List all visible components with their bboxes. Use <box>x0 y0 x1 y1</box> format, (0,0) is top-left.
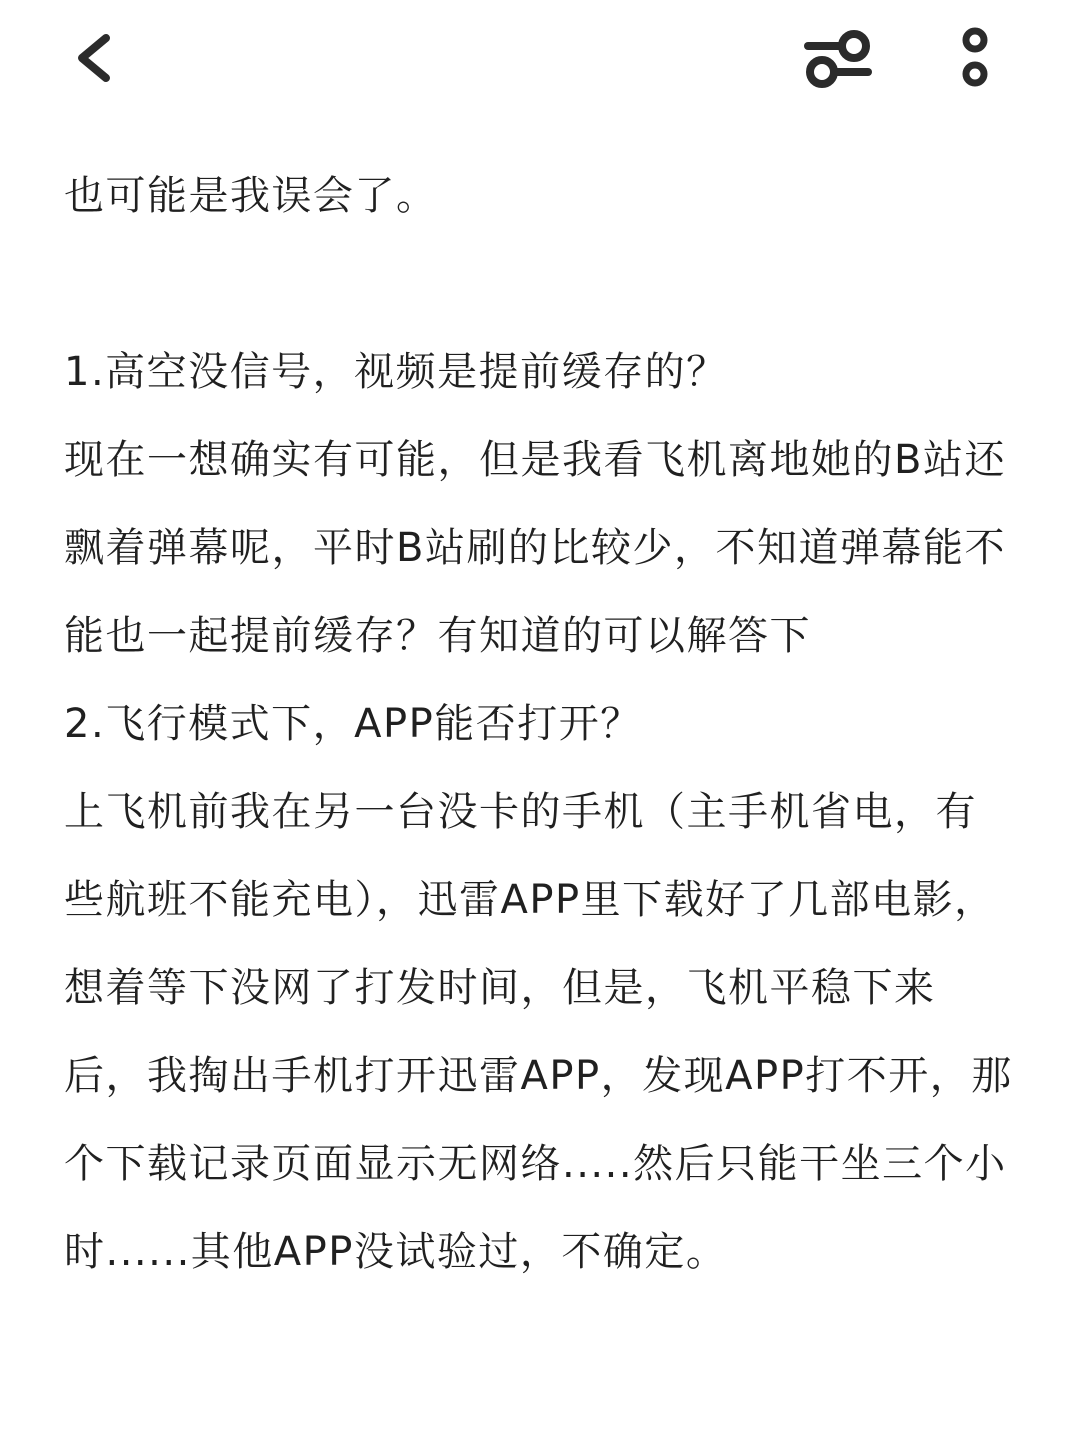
question-2-title: 2.飞行模式下，APP能否打开？ <box>64 701 642 747</box>
intro-text: 也可能是我误会了。 <box>64 173 438 219</box>
more-vertical-icon[interactable] <box>940 18 1010 98</box>
article-body <box>64 152 1014 1296</box>
question-1-body: 现在一想确实有可能，但是我看飞机离地她的B站还飘着弹幕呢，平时B站刷的比较少，不知道弹幕能不能也一起提前缓存？有知道的可以解答下 <box>64 437 1006 659</box>
chevron-left-icon[interactable] <box>62 18 132 98</box>
question-1-title: 1.高空没信号，视频是提前缓存的？ <box>64 349 728 395</box>
sliders-icon[interactable] <box>796 22 880 98</box>
question-2-body: 上飞机前我在另一台没卡的手机（主手机省电，有些航班不能充电），迅雷APP里下载好了几部电影，想着等下没网了打发时间，但是，飞机平稳下来后，我掏出手机打开迅雷APP，发现APP打不开，那个下载记录页面显示无网络.....然后只能干坐三个小时......其他APP没试验过，不确定。 <box>64 789 1013 1275</box>
paragraph-spacer <box>64 240 1014 328</box>
top-app-bar <box>0 0 1080 120</box>
